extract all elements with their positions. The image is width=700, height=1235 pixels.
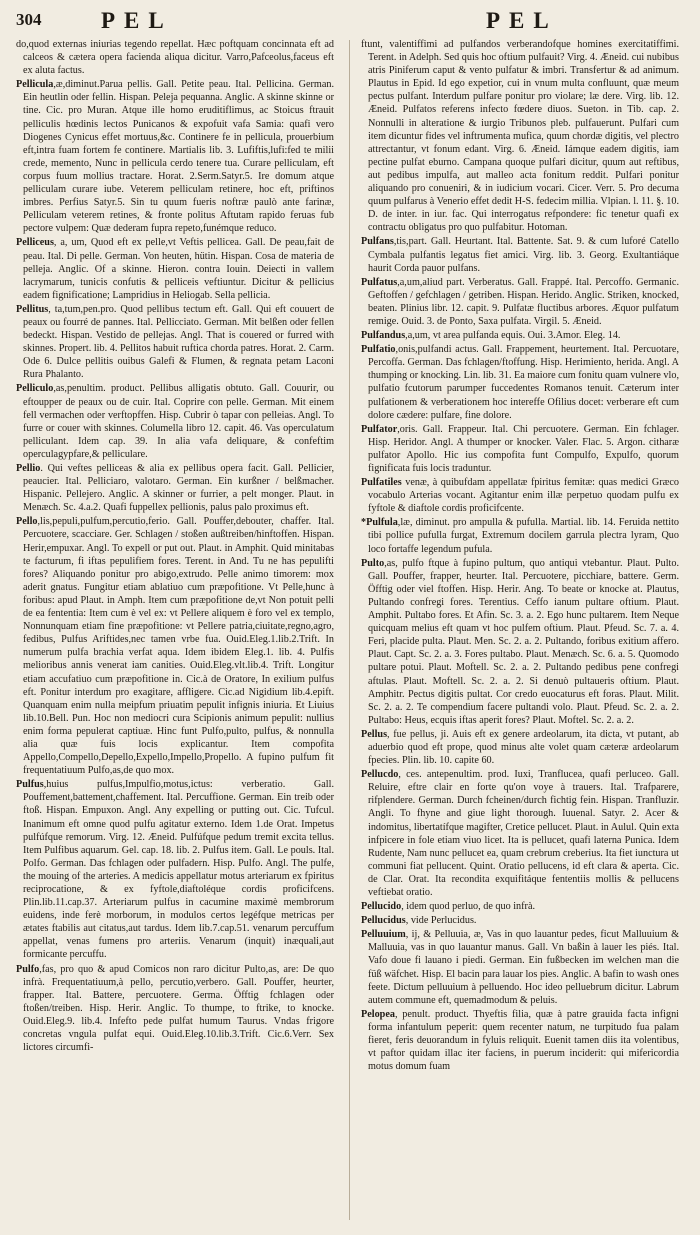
entry-text: ,as, pulfo ftque à fupino pultum, quo antiqui vtebantur. Plaut. Pulto. Gall. Pouffer, frapper, heurter. Ital. Percuotere, picchiare, battere. Germ. Öfftig oder viel ftoffen. Hisp. Herir. Ang. To beate or knocke at. Plautus, Pultando confregi fores. Terentius. Ceffo ianum pultare oftium. Plaut. Amphit. Pultabo fores. Et Afin. Sc. 3. a. 2. Ego hunc pultarem. Item Neque quicquam melius eft quam vt hoc pulfem oftium. Plaut. Pfeud. Sc. 7. a. 4. Feri, placide pulta. Plaut. Men. Sc. 2. a. 2. Pultando, foribus exitium affero. Plaut. Capt. Sc. 2. a. 3. Fores pultabo. Plaut. Menæch. Sc. 6. a. 5. Quomodo pultare potui. Plaut. Moftell. Sc. 2. a. 2. Pultando pedibus pene confregi aftulas. Plaut. Moftell. Sc. 2. a. 2. Si denuò pultaueris oftium. Plaut. Amphitr. Pectus digitis pultat. Cor credo euocaturus eft foras. Plaut. Milit. Sc. 2. a. 2. Te compendium facere pultandi volo. Plaut. Pfeud. Sc. 2. a. 2. Pultabo: Heus, ecquis iftas aperit fores? Plaut. Moftel. Sc. 2. a. 2. bbox=[368, 557, 679, 726]
entry-headword: *Pulfula bbox=[361, 517, 398, 529]
dictionary-entry bbox=[361, 423, 679, 475]
dictionary-entry bbox=[16, 963, 334, 1055]
entry-headword: Pelluuium bbox=[361, 929, 406, 941]
entry-text: , vide Perlucidus. bbox=[405, 915, 477, 927]
running-head-right: PEL bbox=[486, 8, 558, 33]
column-divider bbox=[349, 40, 350, 1220]
entry-text: ,huius pulfus,Impulfio,motus,ictus: verberatio. Gall. Pouffement,battement,chaffement. Ital. Percuffione. German. Ein treib oder ftoß. Hispan. Empuxon. Angl. Any expelling or putting out. Cic. Tufcul. Inanimum eft omne quod pulfu agitatur externo. Idem 1.de Orat. Impetus pulfúfque remorum. Virg. 12. Æneid. Pulfúfque pedum tremit excita tellus. Item Pulfibus aquarum. Gel. cap. 18. lib. 2. Pulfus item. Gall. Le pouls. Ital. Polfo. German. Das fchlagen oder pulfadern. Hisp. Pulfo. Angl. The pulfe, the mouing of the arteries. A medicis appellatur motus arteriarum ex fpiritus reciprocatione, & ex fyftole,diaftoléque cordis proficifcens. Plin.lib.11.cap.37. Arteriarum pulfus in cacumine maximè membrorum euidens, inde ferè morborum, in modulos certos legéfque metricas per ætates ftabilis aut citatus,aut tardus. Idem lib.7.cap.51. venarum percuffum appellat, venas fumens pro arteriis. Venarum (inquit) inæquali,aut formicante percuffu. bbox=[23, 779, 334, 961]
entry-headword: Pelliculo bbox=[16, 383, 54, 395]
dictionary-entry bbox=[16, 236, 334, 301]
dictionary-entry bbox=[16, 462, 334, 514]
right-column bbox=[361, 38, 679, 1226]
entry-text: , fue pellus, ji. Auis eft ex genere ardeolarum, ita dicta, vt putant, ab aduerbio quod eft prope, quod minus alte volet quam cæteræ ardeolarum fpecies. Plin. lib. 10. capite 60. bbox=[368, 728, 679, 767]
entry-text: ,a,um,aliud part. Verberatus. Gall. Frappé. Ital. Percoffo. Germanic. Geftoffen / gefchlagen / getriben. Hispan. Herido. Anglic. Striken, knocked, beaten. Plinius libr. 12. capit. 9. Pulfatæ fluctibus arbores. Æquor pulfatum remige. Ouid. 3. de Ponto, Saxa pulfata. Virgil. 5. Æneid. bbox=[368, 276, 679, 327]
entry-text: , ta,tum,pen.pro. Quod pellibus tectum eft. Gall. Qui eft couuert de peaux ou fourré de pannes. Ital. Pellicciato. German. Mit belßen oder fellen bedeckt. Hispan. Vestido de pellejas. Angl. That is couered or furred with skinnes. Propert. lib. 4. Pellitos habuit ruftica chorda patres. Horat. 2. Carm. Ode 6. Dulce pellitis ouibus Galefi & Flumen, & regnata petam Laconi Rura Phalanto. bbox=[23, 303, 334, 381]
entry-headword: Pulfatio bbox=[361, 344, 396, 356]
entry-text: do,quod externas iniurias tegendo repellat. Hæc poftquam concinnata eft ad calceos & cætera opera facienda aliqua dicitur. Varro,Pafceolus,faceus eft ex aluta factus. bbox=[16, 39, 334, 77]
entry-text: , a, um, Quod eft ex pelle,vt Veftis pellicea. Gall. De peau,fait de peau. Ital. Di pelle. German. Von heuten, hütin. Hispan. Cosa de materia de pelleja. Anglic. Of a skinne. Hieron. contra Iouin. Deiecti in vallem lacrymarum, tunicis confutis & pelliceis veftiuntur. Dicitur & pellicius eadem fignificatione; Lampridius in Heliogab. Sella pellicia. bbox=[23, 237, 334, 301]
dictionary-entry bbox=[16, 778, 334, 961]
entry-text: ,oris. Gall. Frappeur. Ital. Chi percuotere. German. Ein fchlager. Hisp. Heridor. Angl. A thumper or knocker. Valer. Flac. 5. Argon. citharæ pulfator Apollo. Hic ius compofita funt Compulfo, Expulfo, quorum fignificata fuis locis traduntur. bbox=[368, 423, 679, 474]
entry-headword: Pulfo bbox=[16, 963, 40, 975]
entry-text: ,tis,part. Gall. Heurtant. Ital. Battente. Sat. 9. & cum luforé Catello Cymbala pulfantis legatus fiet amici. Virg. lib. 3. Georg. Exultantiáque haurit Corda pauor pulfans. bbox=[368, 236, 679, 274]
dictionary-entry bbox=[361, 914, 679, 927]
dictionary-entry bbox=[361, 329, 679, 342]
entry-headword: Pelliceus bbox=[16, 237, 54, 249]
left-column bbox=[16, 38, 334, 1226]
dictionary-entry bbox=[361, 38, 679, 234]
entry-headword: Pulto bbox=[361, 557, 385, 569]
running-head-left: PEL bbox=[101, 8, 173, 33]
dictionary-entry bbox=[361, 276, 679, 328]
entry-text: ,a,um, vt area pulfanda equis. Oui. 3.Amor. Eleg. 14. bbox=[405, 330, 621, 342]
entry-text: ,læ, diminut. pro ampulla & pufulla. Martial. lib. 14. Feruida nettito tibi pollice pufulla furgat, Extremum docilem garrula plectra lyram, Quo loco fortaffe legendum pufula. bbox=[368, 517, 679, 555]
entry-headword: Pelopea bbox=[361, 1008, 395, 1020]
entry-headword: Pulfatus bbox=[361, 276, 398, 288]
entry-text: ,lis,pepuli,pulfum,percutio,ferio. Gall. Pouffer,debouter, chaffer. Ital. Percuotere, scacciare. Ger. Schlagen / stoßen außtreiben/hinftoffen. Hispan. Herir,empuxar. Angl. To expell or put out. Plaut. in Amphit. Quid minitabas te facturum, fi iftas pepulifiem fores. Terent. in And. Tu ne has pepulifti fores? Aliquando ponitur pro abigo,extrudo. Pelle animo timorem: mox aderit gnatus. Fungitur etiam ablatiuo cum præpofitione. Vt Pelle,hunc à foribus: apud Plaut. in Amph. Item cum præpofitione de,vt Non potuit pelli de ea fententia: Item cum è vel ex: vt Pellere aliquem è foro vel ex templo, Nonnunquam etiam fine præpofitione: vt Pellere patria,ciuitate,regno,agro, fedibus, Pulfus Ariftides,nec tamen vrbe fua. Ouid.Eleg.1.lib.2.Trift. In numerum pulfa brachia verfat aqua. Idem ibidem Eleg.1. lib. 4. Pulfis melioribus annis venerat iam canities. Ouid.Eleg.vlt.lib.4. Trift. Longitur etiam accufatiuo cum præpofitione in. Cic.à de Oratore, In exilium pulfus eft. Ponitur interdum pro exagitare, affligere. Cic.ad Nigidium lib.4.epift. Quanquam enim nulla meipfum priuatim pepulit infignis iniuria. Et Liuius lib.10.Bell. Pun. Hoc non mediocri cura Scipionis animum pepulit: nullius enim forma pepulerat captiuæ. Hinc funt Pulfo,pulto, pulfus, & nonnulla alia quæ fuis locis explicantur. Item compofita Appello,Compello,Depello,Expello,Impello,Propello. A fupino pulfum fit frequentatiuum Pulfo,as,de quo mox. bbox=[23, 516, 334, 777]
entry-text: ,fas, pro quo & apud Comicos non raro dicitur Pulto,as, are: De quo infrà. Frequentatiuum,à pello, percutio,verbero. Gall. Pouffer, heurter, frapper. Ital. Battere, percuotere. Germa. Öfftig fchlagen oder ftoßen/treiben. Hisp. Herir. Anglic. To thumpe, to ftrike, to knocke. Ouid.Eleg.9. lib.4. Infefto pede pulfat humum Taurus. Vndas frigore concretas vngula pulfat equi. Ouid.Eleg.10.lib.3.Trift. Cic.6.Verr. Sex lictores circumfi- bbox=[23, 963, 334, 1054]
dictionary-entry bbox=[16, 38, 334, 77]
dictionary-entry bbox=[361, 516, 679, 555]
dictionary-entry bbox=[361, 476, 679, 515]
dictionary-entry bbox=[16, 515, 334, 777]
entry-text: ,onis,pulfandi actus. Gall. Frappement, heurtement. Ital. Percuotare, Percoffa. German. Das fchlagen/ftoffung. Hisp. Herimiento, herida. Angl. A thumping or knocking. Lin. lib. 31. Ea maiore cum fonitu quam vulnere vlo, pulfatio fcutorum parumper fuccedentes Romanos tenuit. Cæterum inter pulfationem & verberationem hoc intereffe Ofilius docet: verberare eft cum dolore cædere: pulfare, fine dolore. bbox=[368, 344, 679, 421]
entry-headword: Pellucidus bbox=[361, 915, 406, 927]
entry-headword: Pello bbox=[16, 516, 38, 528]
entry-text: , ces. antepenultim. prod. Iuxi, Tranflucea, quafi perluceo. Gall. Reluire, eftre clair en forte qu'on voye à trauers. Ital. Trafparere, rifplendere. German. Durch fcheinen/durch fichtig fein. Hispan. Tranfluzir. Angli. To fhyne and giue light thorough. Iuuenal. Satyr. 2. Acer & indomitus, libertatífque magifter, Cretice pellucet. Plaut. in Aulul. Quin exta infpicere in fole etiam viuo licet. Ita is pellucet, quafi laterna Punica. Idem Rudente, Nam nunc pellucet ea, quam crebrum creberius. Ita fiet iunctura ut communi fiat pellucent. Quint. Oratio pellucens, id eft clara & aperta. Cic. de Clar. Orat. Ita recondita exquifitáque fententiis mollis & pellucens veftiebat oratio. bbox=[368, 769, 679, 898]
entry-headword: Pellitus bbox=[16, 303, 49, 315]
dictionary-entry bbox=[361, 768, 679, 899]
page-header bbox=[16, 8, 684, 38]
entry-headword: Pellicula bbox=[16, 79, 54, 91]
entry-headword: Pellio bbox=[16, 463, 41, 474]
entry-headword: Pulfatiles bbox=[361, 477, 402, 489]
entry-headword: Pulfator bbox=[361, 423, 398, 435]
entry-text: . Qui veftes pelliceas & alia ex pellibus opera facit. Gall. Pellicier, peaucier. Ital. Pelliciaro, valotaro. German. Ein kurßner / belßmacher. Hispanic. Pellejero. Anglic. A skinner or furrier, a pelt monger. Plaut. in Menæch. Sc. 4.a.2. Quafi fuppellex pellionis, palus palo proximus eft. bbox=[23, 463, 334, 514]
dictionary-entry bbox=[361, 235, 679, 274]
entry-text: ,as,penultim. product. Pellibus alligatis obtuto. Gall. Couurir, ou eftoupper de peaux ou de cuir. Ital. Coprire con pelle. German. Mit einem fell vermachen oder verftopffen. Hisp. Cubrir ò tapar con pelleias. Angl. To furre or couer with skinnes. Columella libro 12. capit. 46. Vas operculatum pelliculant. Idem cap. 39. In alia vafa deliquare, & confeftim operculagypfare,& pelliculare. bbox=[23, 383, 334, 460]
dictionary-entry bbox=[361, 343, 679, 422]
entry-text: ftunt, valentiffimi ad pulfandos verberandofque homines exercitatiffimi. Terent. in Adelph. Sed quis hoc oftium pulfauit? Virg. 4. Æneid. cui nubibus atris Piniferum caput & vento pulfatur & imbri. Transfertur & ad animum. Plautus in Epid. Id ego expetior, cui in vnum multa confluunt, quæ meum pectus pulfant. Interdum pulfare ponitur pro violare; læ dere. Virg. lib. 12. Æneid. Pulfatos referens infecto fœdere diuos. Sueton. in Tib. cap. 2. Nonnulli in alteratione & iurgio Tribunos pleb. pulfauerunt. Pulfari cum item dicuntur fides vel inftrumenta mufica, quum chordæ digitis, vel plectro attrectantur, vt fonum edant. Virg. 6. Æneid. Iámque eadem digitis, iam pectine pulfat eburno. Campana quoque pulfari dicitur, quum aut reftibus, aut pedibus impulfa, aut malleo acta fonitum reddit. Pulfari ponitur aliquando pro conueniri, & in iudicium vocari. Cicer. Verr. 5. Pro decuma quum pulfarus à Venerio effet dedit H-S. fedecim millia. Vlpian. l. 11. §. 10. D. de inter. in iur. fac. Qui interrogatus refpondere: fic tenetur quafi ex contractu obligatus pro quo pulfabitur. Hotoman. bbox=[361, 39, 679, 234]
page-number: 304 bbox=[16, 10, 42, 29]
dictionary-entry bbox=[16, 382, 334, 461]
entry-text: ,æ,diminut.Parua pellis. Gall. Petite peau. Ital. Pellicina. German. Ein heutlin oder fellin. Hispan. Peleja pequanna. Anglic. A skinne skinne or tine. Cic. pro Muran. Atque ille homo eruditiflimus, ac Stoicus ftrauit pelliculis hœdinis lectos Punicanos & expofuit vafa Samia: quafi vero Diogenes Cynicus effet mortuus,&c. Continere fe in pellicula, prouerbium eft,intra fuam fortem fe continere. Martialis lib. 3. Lufiftis,lufi:fed te milii crede, memento, Nunc in pellicula cerdo tenere tua. Curare pelliculam, eft corpus fuum mollius tractare. Horat. 2.Serm.Satyr.5. Ire domum atque pelliculam curare iube. Veterem pelliculam retinere, hoc eft, priftinos imbres. Perfius Satyr.5. Sin tu quum fueris noftræ paulò ante farinæ, Pelliculam veterem retines, & fronte politus Aftutam rapido feruas fub pectore vulpem: Quæ dederam fupra repeto,funémque reduco. bbox=[23, 79, 334, 235]
entry-headword: Pulfandus bbox=[361, 330, 406, 342]
dictionary-entry bbox=[361, 1008, 679, 1073]
entry-headword: Pellucido bbox=[361, 901, 402, 913]
entry-text: venæ, à quibufdam appellatæ fpiritus femitæ: quas medici Græco vocabulo Arterias vocant. Agitantur enim illæ perpetuo quodam pulfu ex fyftole & diaftole cordis proficifcente. bbox=[368, 477, 679, 515]
dictionary-entry bbox=[361, 557, 679, 727]
dictionary-entry bbox=[16, 78, 334, 235]
entry-headword: Pulfans bbox=[361, 236, 394, 248]
entry-headword: Pellucdo bbox=[361, 769, 399, 781]
entry-text: , ij, & Pelluuia, æ, Vas in quo lauantur pedes, ficut Malluuium & Malluuia, vas in quo lauantur manus. Gall. Vn baßin à lauer les piés. Ital. Vafo doue fi lauano i piedi. German. Ein fußbecken im welchen man die füß wäfchet. Hisp. El bacin para lauar los pies. Anglic. A bafin to wash ones feete. Dictum pelluuium à pelluendo. Hoc ideo pelluebrum dicitur. Labrum autem commune eft, quemadmodum & peluis. bbox=[368, 929, 679, 1006]
entry-headword: Pulfus bbox=[16, 779, 44, 791]
entry-text: , penult. product. Thyeftis filia, quæ à patre grauida facta infigni forma infantulum peperit: quem recenter natum, ne turpitudo fua palam fieret, feris deuorandum in fyluis reliquit. Euenit tamen diis ita volentibus, vt paftor quidam illac iter faciens, in puerum inciderit: qui mifericordia motus domum fuam bbox=[368, 1008, 679, 1073]
dictionary-entry bbox=[16, 303, 334, 382]
dictionary-entry bbox=[361, 728, 679, 767]
entry-text: , idem quod perluo, de quo infrà. bbox=[401, 901, 536, 913]
dictionary-entry bbox=[361, 928, 679, 1007]
entry-headword: Pellus bbox=[361, 728, 388, 740]
dictionary-entry bbox=[361, 900, 679, 913]
